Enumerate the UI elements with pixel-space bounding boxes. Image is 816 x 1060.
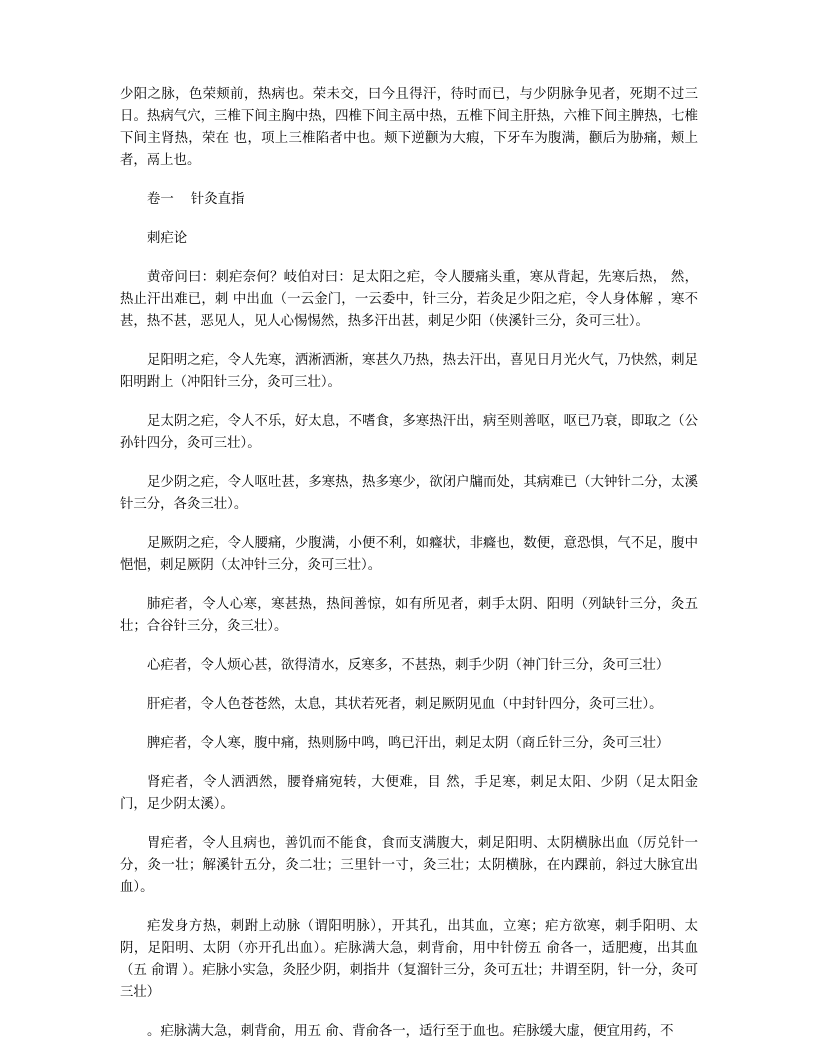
- chapter-heading: 卷一 针灸直指: [147, 192, 245, 207]
- paragraph-shaoyang-pulse: 少阳之脉，色荣颊前，热病也。荣未交，曰今且得汗，待时而已，与少阴脉争见者，死期不过三日。热病气穴，三椎下间主胸中热，四椎下间主鬲中热，五椎下间主肝热，六椎下间主脾热，七椎下间主肾热，荣在 也，项上三椎陷者中也。颊下逆颧为大瘕，下牙车为腹满，颧后为胁痛，颊上者，鬲上也。: [120, 87, 698, 168]
- paragraph-liver-malaria: 肝疟者，令人色苍苍然，太息，其状若死者，刺足厥阴见血（中封针四分，灸可三壮）。: [147, 697, 663, 712]
- paragraph-heart-malaria: 心疟者，令人烦心甚，欲得清水，反寒多，不甚热，刺手少阴（神门针三分，灸可三壮）: [147, 658, 670, 673]
- paragraph-kidney-malaria: 肾疟者，令人洒洒然，腰脊痛宛转，大便难，目 然，手足寒，刺足太阳、少阴（足太阳金门，足少阴太溪）。: [120, 775, 698, 812]
- paragraph-pulse-treatment: 。疟脉满大急，刺背俞，用五 俞、背俞各一，适行至于血也。疟脉缓大虚，便宜用药，不: [147, 1024, 674, 1039]
- paragraph-stomach-malaria: 胃疟者，令人且病也，善饥而不能食，食而支满腹大，刺足阳明、太阴横脉出血（厉兑针一分，灸一壮；解溪针五分，灸二壮；三里针一寸，灸三壮；太阴横脉，在内踝前，斜过大脉宜出血）。: [120, 836, 698, 895]
- document-page: [120, 84, 698, 1060]
- paragraph-taiyin-malaria: 足太阴之疟，令人不乐，好太息，不嗜食，多寒热汗出，病至则善呕，呕已乃衰，即取之（公孙针四分，灸可三壮）。: [120, 414, 698, 451]
- paragraph-lung-malaria: 肺疟者，令人心寒，寒甚热，热间善惊，如有所见者，刺手太阴、阳明（列缺针三分，灸五壮；合谷针三分，灸三壮）。: [120, 597, 698, 634]
- paragraph-yangming-malaria: 足阳明之疟，令人先寒，洒淅洒淅，寒甚久乃热，热去汗出，喜见日月光火气，乃快然，刺足阳明跗上（冲阳针三分，灸可三壮）。: [120, 353, 698, 390]
- section-heading: 刺疟论: [147, 231, 188, 246]
- paragraph-taiyang-malaria: 黄帝问曰：刺疟奈何？岐伯对曰：足太阳之疟，令人腰痛头重，寒从背起，先寒后热， 然，热止汗出难已，刺 中出血（一云金门，一云委中，针三分，若灸足少阳之疟，令人身体解 ，寒不甚，热不甚，恶见人，见人心惕惕然，热多汗出甚，刺足少阳（侠溪针三分，灸可三壮）。: [120, 270, 698, 329]
- paragraph-fever-treatment: 疟发身方热，刺跗上动脉（谓阳明脉），开其孔，出其血，立寒；疟方欲寒，刺手阳明、太阴，足阳明、太阴（亦开孔出血）。疟脉满大急，刺背俞，用中针傍五 俞各一，适肥瘦，出其血（五 俞谓 ）。疟脉小实急，灸胫少阴，刺指井（复溜针三分，灸可五壮；井谓至阴，针一分，灸可三壮）: [120, 919, 698, 1000]
- paragraph-shaoyin-malaria: 足少阴之疟，令人呕吐甚，多寒热，热多寒少，欲闭户牖而处，其病难已（大钟针二分，太溪针三分，各灸三壮）。: [120, 475, 698, 512]
- paragraph-spleen-malaria: 脾疟者，令人寒，腹中痛，热则肠中鸣，鸣已汗出，刺足太阴（商丘针三分，灸可三壮）: [147, 736, 670, 751]
- paragraph-jueyin-malaria: 足厥阴之疟，令人腰痛，少腹满，小便不利，如癃状，非癃也，数便，意恐惧，气不足，腹中悒悒，刺足厥阴（太冲针三分，灸可三壮）。: [120, 536, 698, 573]
